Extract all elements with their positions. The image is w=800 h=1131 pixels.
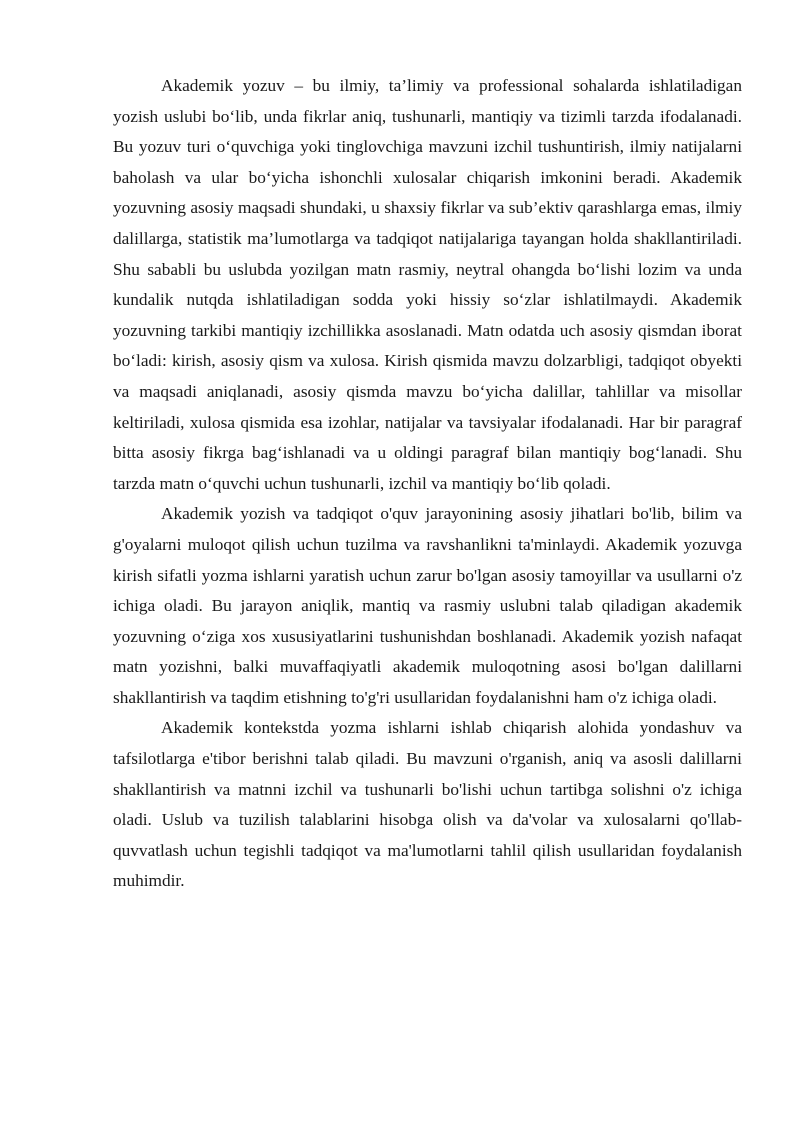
paragraph-3: Akademik kontekstda yozma ishlarni ishlab chiqarish alohida yondashuv va tafsilotlarga e'tibor berishni talab qiladi. Bu mavzuni o'rganish, aniq va asosli dalillarni shakllantirish va matnni izchil va tushunarli bo'lishi uchun tartibga solishni o'z ichiga oladi. Uslub va tuzilish talablarini hisobga olish va da'volar va xulosalarni qo'llab-quvvatlash uchun tegishli tadqiqot va ma'lumotlarni tahlil qilish usullaridan foydalanish muhimdir. [113, 718, 742, 891]
document-page [113, 71, 742, 897]
paragraph-1: Akademik yozuv – bu ilmiy, ta’limiy va professional sohalarda ishlatiladigan yozish uslubi bo‘lib, unda fikrlar aniq, tushunarli, mantiqiy va tizimli tarzda ifodalanadi. Bu yozuv turi o‘quvchiga yoki tinglovchiga mavzuni izchil tushuntirish, ilmiy natijalarni baholash va ular bo‘yicha ishonchli xulosalar chiqarish imkonini beradi. Akademik yozuvning asosiy maqsadi shundaki, u shaxsiy fikrlar va sub’ektiv qarashlarga emas, ilmiy dalillarga, statistik ma’lumotlarga va tadqiqot natijalariga tayangan holda shakllantiriladi. Shu sababli bu uslubda yozilgan matn rasmiy, neytral ohangda bo‘lishi lozim va unda kundalik nutqda ishlatiladigan sodda yoki hissiy so‘zlar ishlatilmaydi. Akademik yozuvning tarkibi mantiqiy izchillikka asoslanadi. Matn odatda uch asosiy qismdan iborat bo‘ladi: kirish, asosiy qism va xulosa. Kirish qismida mavzu dolzarbligi, tadqiqot obyekti va maqsadi aniqlanadi, asosiy qismda mavzu bo‘yicha dalillar, tahlillar va misollar keltiriladi, xulosa qismida esa izohlar, natijalar va tavsiyalar ifodalanadi. Har bir paragraf bitta asosiy fikrga bag‘ishlanadi va u oldingi paragraf bilan mantiqiy bog‘lanadi. Shu tarzda matn o‘quvchi uchun tushunarli, izchil va mantiqiy bo‘lib qoladi. [113, 76, 742, 493]
paragraph-2: Akademik yozish va tadqiqot o'quv jarayonining asosiy jihatlari bo'lib, bilim va g'oyalarni muloqot qilish uchun tuzilma va ravshanlikni ta'minlaydi. Akademik yozuvga kirish sifatli yozma ishlarni yaratish uchun zarur bo'lgan asosiy tamoyillar va usullarni o'z ichiga oladi. Bu jarayon aniqlik, mantiq va rasmiy uslubni talab qiladigan akademik yozuvning o‘ziga xos xususiyatlarini tushunishdan boshlanadi. Akademik yozish nafaqat matn yozishni, balki muvaffaqiyatli akademik muloqotning asosi bo'lgan dalillarni shakllantirish va taqdim etishning to'g'ri usullaridan foydalanishni ham o'z ichiga oladi. [113, 504, 742, 707]
